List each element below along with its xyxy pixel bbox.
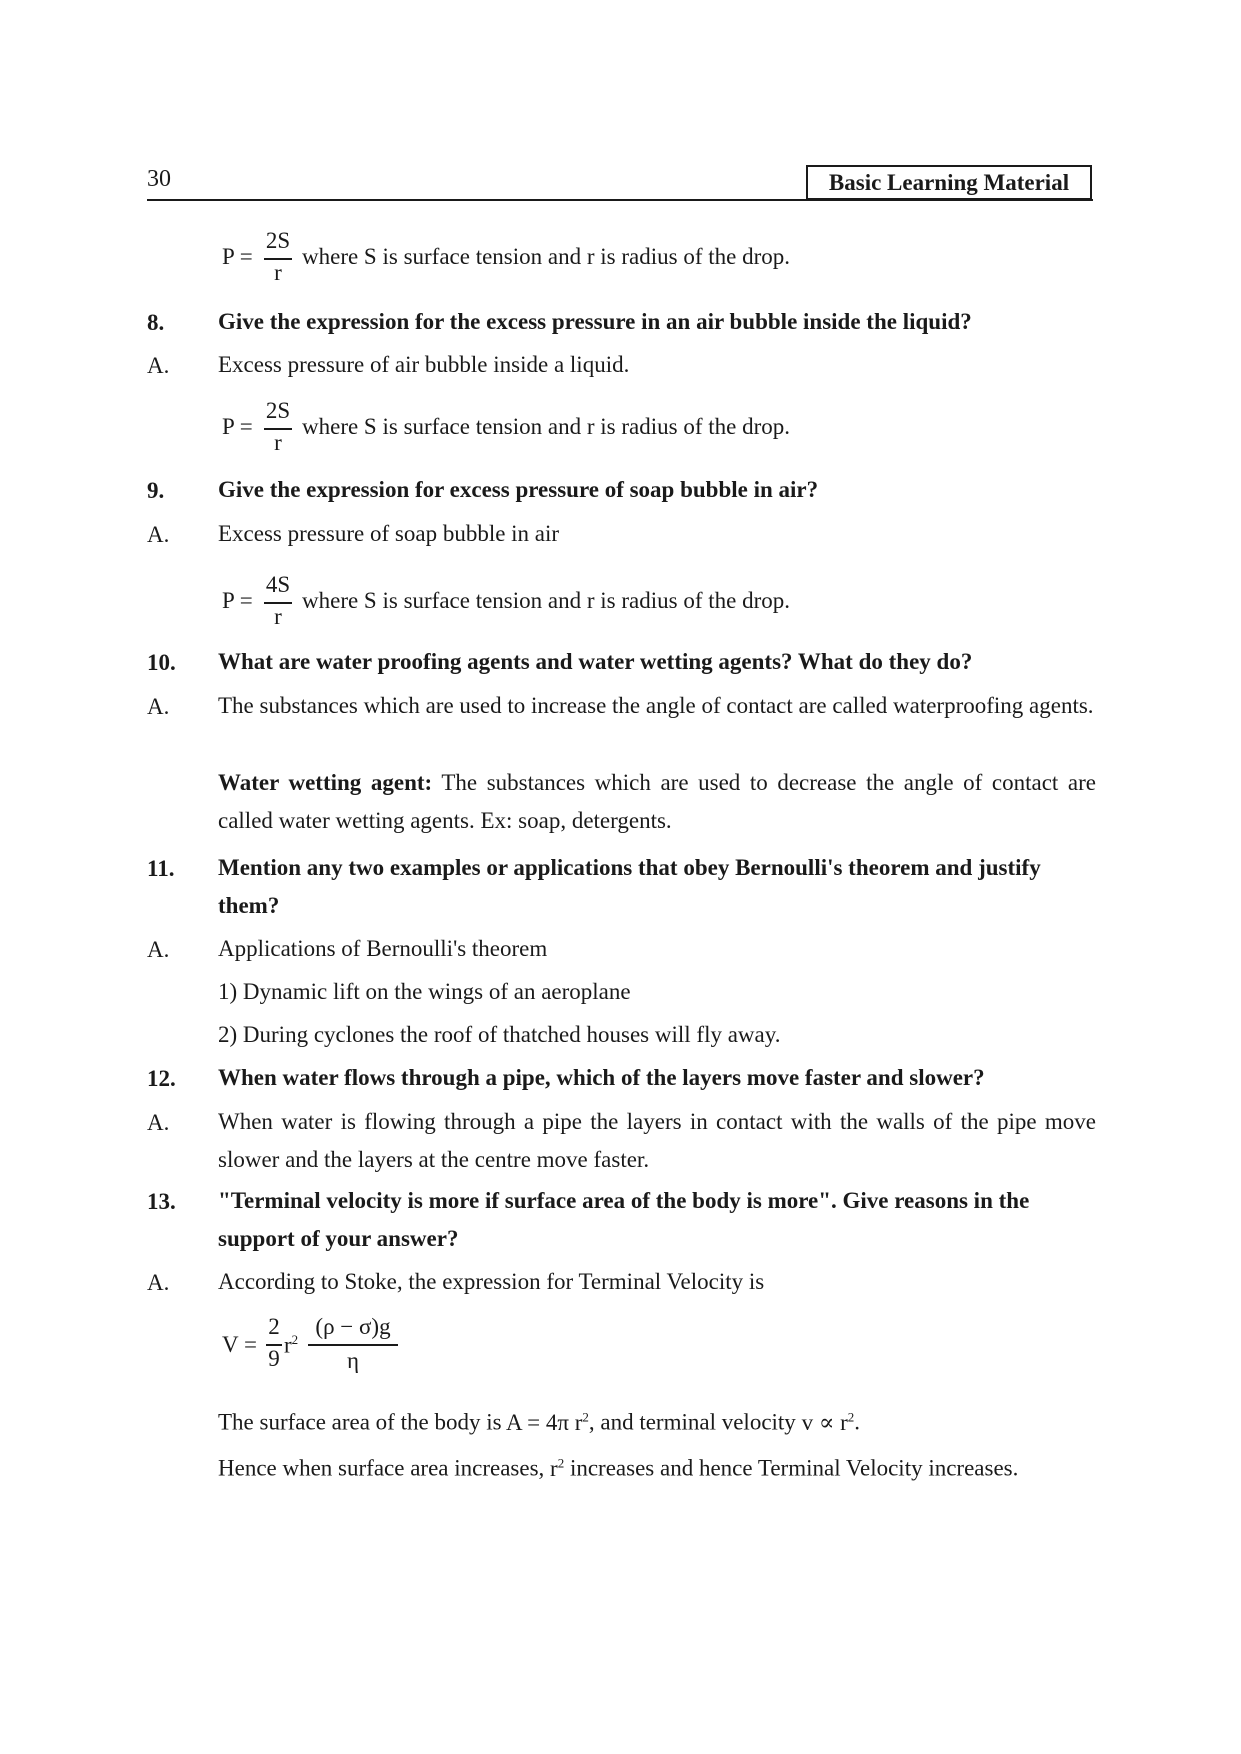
hence-radius xyxy=(550,1456,564,1481)
q12-answer-label: A. xyxy=(147,1110,170,1135)
proportion-formula xyxy=(802,1410,855,1435)
formula-numerator: 2S xyxy=(265,228,291,253)
area-formula-exponent: 2 xyxy=(582,1409,589,1424)
q12-answer: When water is flowing through a pipe the layers in contact with the walls of the pipe move slower and the layers at the centre move faster. xyxy=(218,1109,1096,1172)
hence-radius-exponent: 2 xyxy=(557,1455,565,1470)
radius-term xyxy=(284,1332,298,1359)
q11-item-1: 1) Dynamic lift on the wings of an aeroplane xyxy=(218,979,631,1004)
q13-question: "Terminal velocity is more if surface area of the body is more". Give reasons in the support of your answer? xyxy=(218,1188,1030,1251)
q11-item-2: 2) During cyclones the roof of thatched houses will fly away. xyxy=(218,1022,781,1047)
formula-numerator: 4S xyxy=(265,572,291,597)
q9-number: 9. xyxy=(147,478,165,503)
proportion-base: v ∝ r xyxy=(801,1409,848,1435)
formula-denominator: r xyxy=(274,260,282,285)
q8-answer-label: A. xyxy=(147,353,170,378)
radius-exponent: 2 xyxy=(291,1332,299,1347)
proportion-end: . xyxy=(854,1409,861,1435)
page-number: 30 xyxy=(147,166,171,192)
area-formula-base: A = 4π r xyxy=(506,1409,583,1435)
q13-number: 13. xyxy=(147,1189,176,1214)
q9-question: Give the expression for excess pressure of soap bubble in air? xyxy=(218,477,819,502)
q8-formula xyxy=(222,398,292,458)
q13-answer-label: A. xyxy=(147,1270,170,1295)
q12-question: When water flows through a pipe, which of the layers move faster and slower? xyxy=(218,1065,985,1090)
q10-answer: The substances which are used to increase the angle of contact are called waterproofing agents. xyxy=(218,693,1094,718)
formula-lhs: P = xyxy=(222,588,253,613)
q11-question: Mention any two examples or applications that obey Bernoulli's theorem and justify them? xyxy=(218,855,1041,918)
q10-answer-label: A. xyxy=(147,694,170,719)
formula-lhs: P = xyxy=(222,244,253,269)
viscosity-term: η xyxy=(346,1348,360,1373)
q13-hence-line xyxy=(218,1444,1096,1488)
q9-formula-text: where S is surface tension and r is radius of the drop. xyxy=(302,588,790,613)
fraction-denominator: 9 xyxy=(268,1346,280,1371)
q11-answer-label: A. xyxy=(147,937,170,962)
area-formula xyxy=(506,1410,589,1435)
hence-text-a: Hence when surface area increases, xyxy=(218,1455,545,1481)
q12-number: 12. xyxy=(147,1066,176,1091)
hence-text-b: increases and hence Terminal Velocity increases. xyxy=(569,1455,1019,1481)
hence-radius-base: r xyxy=(550,1455,558,1481)
formula-lhs: V = xyxy=(222,1332,257,1357)
area-text-b: , and terminal velocity xyxy=(588,1409,796,1435)
formula-lhs: P = xyxy=(222,414,253,439)
q11-number: 11. xyxy=(147,856,175,881)
formula-denominator: r xyxy=(274,604,282,629)
fraction-numerator: 2 xyxy=(268,1314,280,1339)
q10-wetting-text: The substances which are used to decrease the angle of contact are called water wetting agents. Ex: soap, detergents. xyxy=(218,770,1096,833)
q9-formula xyxy=(222,572,292,632)
formula-top-text: where S is surface tension and r is radius of the drop. xyxy=(302,244,790,269)
area-text-a: The surface area of the body is xyxy=(218,1409,502,1435)
q8-formula-text: where S is surface tension and r is radius of the drop. xyxy=(302,414,790,439)
formula-top xyxy=(222,228,292,288)
proportion-exponent: 2 xyxy=(847,1409,855,1424)
terminal-velocity-formula xyxy=(222,1314,412,1384)
fraction-bar xyxy=(308,1344,398,1346)
q13-answer: According to Stoke, the expression for Terminal Velocity is xyxy=(218,1269,765,1294)
q9-answer: Excess pressure of soap bubble in air xyxy=(218,521,560,546)
q9-answer-label: A. xyxy=(147,522,170,547)
density-term: (ρ − σ)g xyxy=(315,1314,391,1339)
q8-number: 8. xyxy=(147,310,165,335)
q13-area-line xyxy=(218,1398,1096,1442)
formula-numerator: 2S xyxy=(265,398,291,423)
q8-answer: Excess pressure of air bubble inside a liquid. xyxy=(218,352,630,377)
formula-denominator: r xyxy=(274,430,282,455)
q10-number: 10. xyxy=(147,650,176,675)
header-rule xyxy=(147,199,1093,201)
q10-wetting-label: Water wetting agent: xyxy=(218,770,433,795)
q10-wetting-paragraph xyxy=(218,764,1096,840)
q11-answer: Applications of Bernoulli's theorem xyxy=(218,936,548,961)
q8-question: Give the expression for the excess pressure in an air bubble inside the liquid? xyxy=(218,309,972,334)
header-title: Basic Learning Material xyxy=(806,165,1092,200)
q10-question: What are water proofing agents and water wetting agents? What do they do? xyxy=(218,649,973,674)
radius-symbol: r xyxy=(284,1332,292,1358)
